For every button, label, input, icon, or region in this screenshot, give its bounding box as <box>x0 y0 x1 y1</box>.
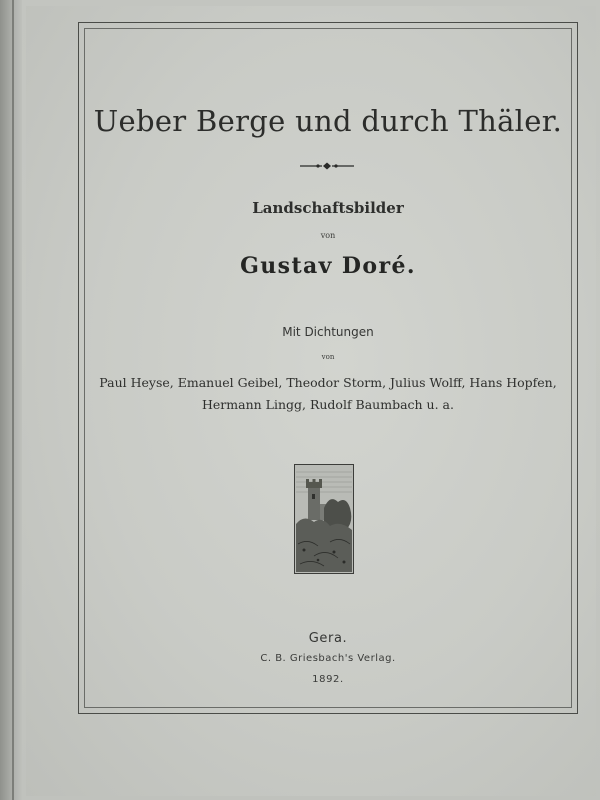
publication-year: 1892. <box>312 674 344 685</box>
book-subtitle: Landschaftsbilder <box>252 199 404 217</box>
publisher-name: C. B. Griesbach's Verlag. <box>260 653 396 664</box>
poems-intro: Mit Dichtungen <box>282 325 374 339</box>
castle-landscape-engraving-icon <box>294 464 354 574</box>
poets-line-1: Paul Heyse, Emanuel Geibel, Theodor Storm, Julius Wolff, Hans Hopfen, <box>99 375 557 390</box>
ornament-divider-icon <box>300 161 354 171</box>
poets-line-2: Hermann Lingg, Rudolf Baumbach u. a. <box>202 397 454 412</box>
publication-place: Gera. <box>308 631 348 646</box>
book-spine <box>0 0 22 800</box>
by-label: von <box>320 231 336 240</box>
spine-edge-line <box>12 0 14 800</box>
author-name: Gustav Doré. <box>240 253 416 279</box>
book-title: Ueber Berge und durch Thäler. <box>93 104 563 138</box>
by-label-poets: von <box>321 353 335 361</box>
